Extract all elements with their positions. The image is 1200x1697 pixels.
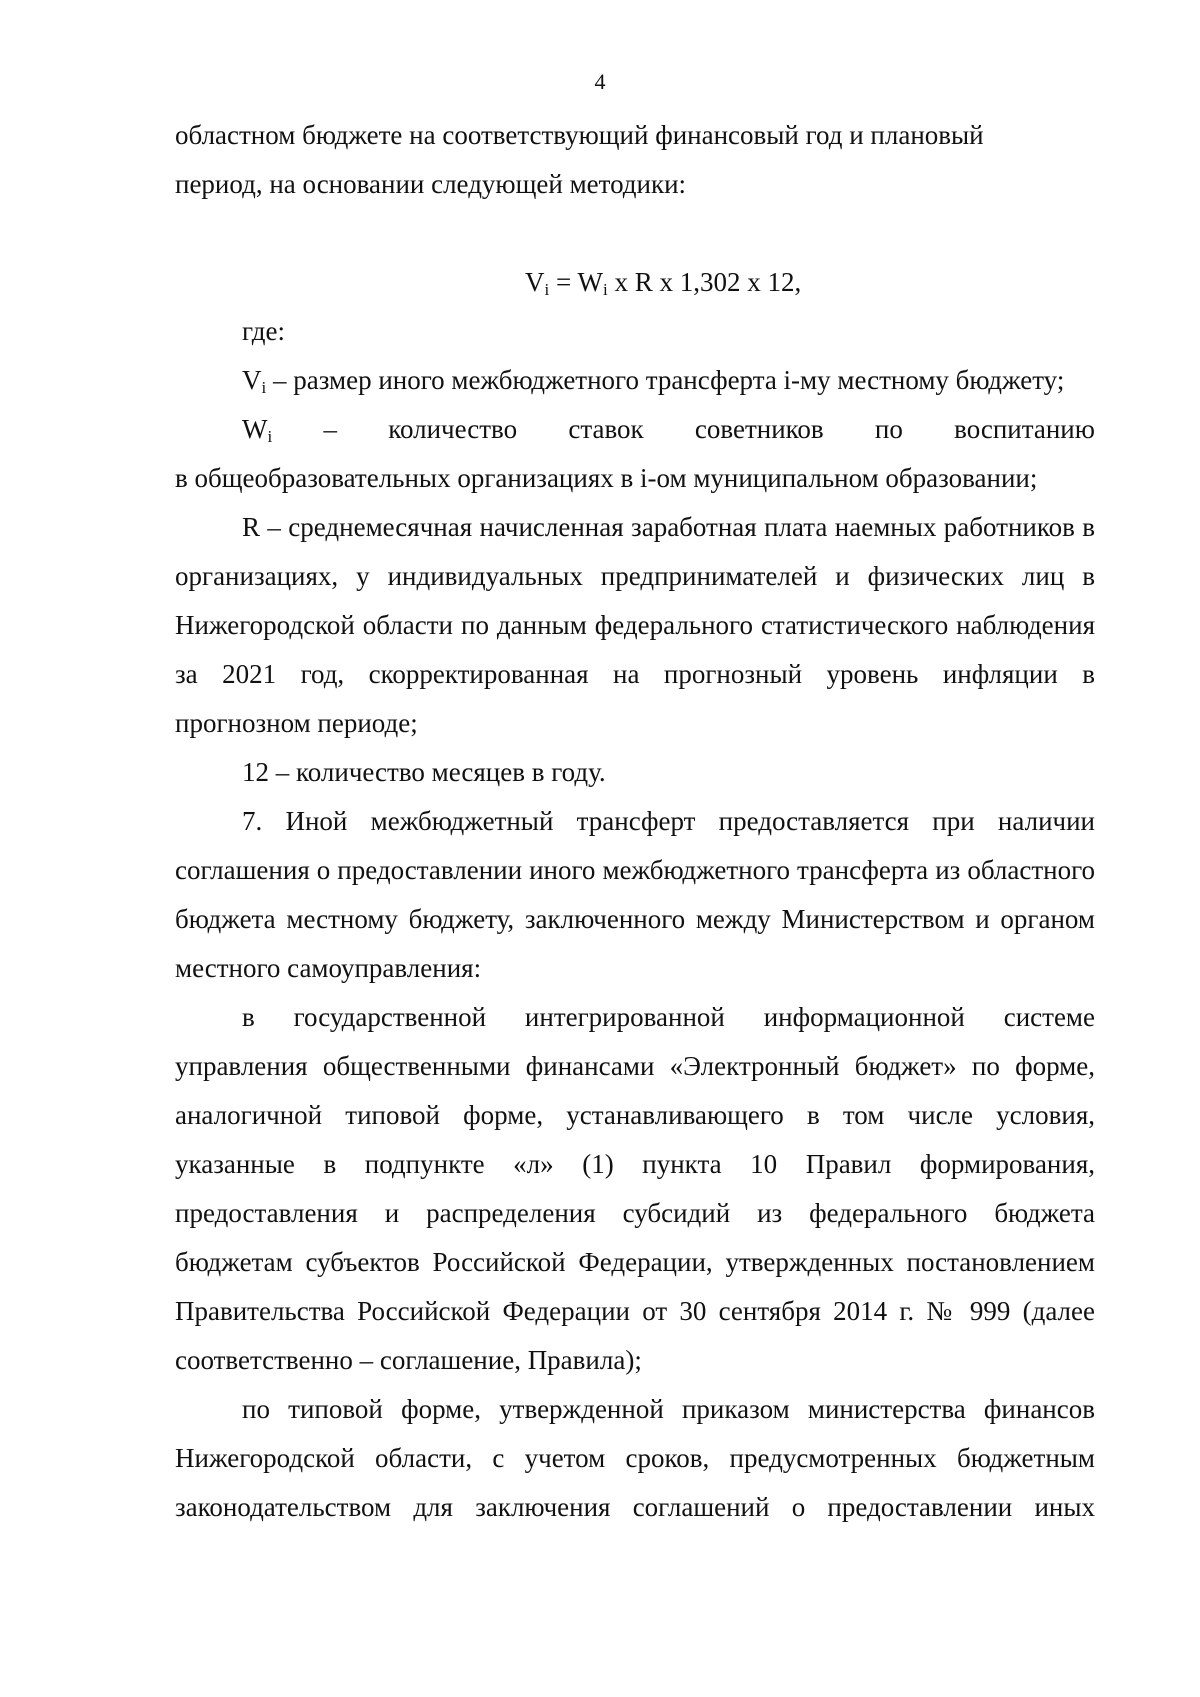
where-label: где: bbox=[242, 316, 285, 346]
wi-definition-line-2: в общеобразовательных организациях в i-ом муниципальном образовании; bbox=[175, 463, 1038, 493]
intro-line-1: областном бюджете на соответствующий финансовый год и плановый bbox=[175, 120, 984, 150]
formula-equals: = bbox=[549, 267, 578, 297]
wi-subscript: i bbox=[267, 427, 273, 446]
intro-line-2: период, на основании следующей методики: bbox=[175, 169, 687, 199]
wi-word: по bbox=[874, 414, 903, 444]
wi-word: количество bbox=[388, 414, 518, 444]
wi-word: ставок bbox=[568, 414, 644, 444]
vi-definition bbox=[175, 356, 1095, 405]
formula-w: W bbox=[577, 267, 603, 297]
formula-lhs: V bbox=[525, 267, 545, 297]
wi-term: W bbox=[242, 414, 268, 444]
vi-text: – размер иного межбюджетного трансферта i-му местному бюджету; bbox=[266, 365, 1065, 395]
vi-term: V bbox=[242, 365, 262, 395]
wi-word: воспитанию bbox=[954, 414, 1095, 444]
wi-definition-line-1 bbox=[175, 405, 1095, 454]
wi-word: – bbox=[323, 414, 337, 444]
intro-paragraph bbox=[175, 111, 1095, 209]
page-number: 4 bbox=[594, 69, 606, 94]
wi-word: советников bbox=[694, 414, 824, 444]
formula-lhs-subscript: i bbox=[544, 280, 550, 299]
item-7-paragraph: 7. Иной межбюджетный трансферт предоставляется при наличии соглашения о предоставлении иного межбюджетного трансферта из областного бюджета местному бюджету, заключенного между Министерством и органом местного самоуправления: bbox=[175, 806, 1095, 983]
item-7-subparagraph-typical-form: по типовой форме, утвержденной приказом министерства финансов Нижегородской области, с учетом сроков, предусмотренных бюджетным законодательством для заключения соглашений о предоставлении иных bbox=[175, 1394, 1095, 1522]
wi-term-group bbox=[242, 405, 272, 454]
formula-w-subscript: i bbox=[602, 280, 608, 299]
document-body bbox=[175, 111, 1095, 1532]
formula bbox=[175, 258, 1095, 307]
months-definition: 12 – количество месяцев в году. bbox=[242, 757, 606, 787]
vi-subscript: i bbox=[261, 378, 267, 397]
r-definition: R – среднемесячная начисленная заработная плата наемных работников в организациях, у индивидуальных предпринимателей и физических лиц в Нижегородской области по данным федерального статистического наблюдения за 2021 год, скорректированная на прогнозный уровень инфляции в прогнозном периоде; bbox=[175, 512, 1095, 738]
item-7-subparagraph-electronic: в государственной интегрированной информационной системе управления общественными финансами «Электронный бюджет» по форме, аналогичной типовой форме, устанавливающего в том числе условия, указанные в подпункте «л» (1) пункта 10 Правил формирования, предоставления и распределения субсидий из федерального бюджета бюджетам субъектов Российской Федерации, утвержденных постановлением Правительства Российской Федерации от 30 сентября 2014 г. № 999 (далее соответственно – соглашение, Правила); bbox=[175, 1002, 1095, 1375]
formula-rest: x R x 1,302 x 12, bbox=[607, 267, 802, 297]
